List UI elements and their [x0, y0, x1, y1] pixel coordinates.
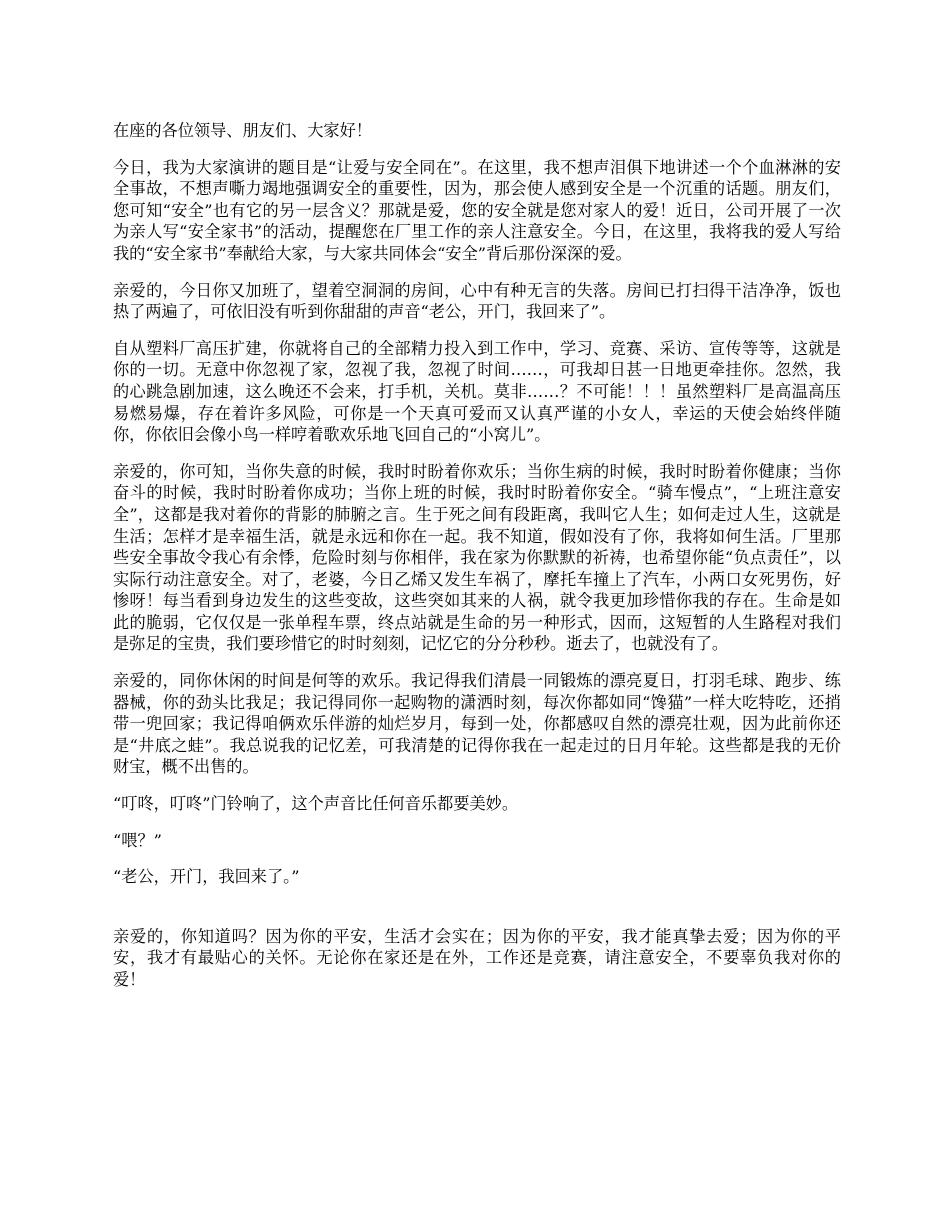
closing-paragraph: 亲爱的，你知道吗？因为你的平安，生活才会实在；因为你的平安，我才能真挚去爱；因为你的平安，我才有最贴心的关怀。无论你在家还是在外，工作还是竞赛，请注意安全，不要辜负我对你的爱！ — [113, 926, 841, 989]
body-paragraph: 亲爱的，你可知，当你失意的时候，我时时盼着你欢乐；当你生病的时候，我时时盼着你健康；当你奋斗的时候，我时时盼着你成功；当你上班的时候，我时时盼着你安全。“骑车慢点”，“上班注意安全”，这都是我对着你的背影的肺腑之言。生于死之间有段距离，我叫它人生；如何走过人生，这就是生活；怎样才是幸福生活，就是永远和你在一起。我不知道，假如没有了你，我将如何生活。厂里那些安全事故令我心有余悸，危险时刻与你相伴，我在家为你默默的祈祷，也希望你能“负点责任”，以实际行动注意安全。对了，老婆，今日乙烯又发生车祸了，摩托车撞上了汽车，小两口女死男伤，好惨呀！每当看到身边发生的这些变故，这些突如其来的人祸，就令我更加珍惜你我的存在。生命是如此的脆弱，它仅仅是一张单程车票，终点站就是生命的另一种形式，因而，这短暂的人生路程对我们是弥足的宝贵，我们要珍惜它的时时刻刻，记忆它的分分秒秒。逝去了，也就没有了。 — [113, 461, 841, 654]
body-paragraph: 亲爱的，今日你又加班了，望着空洞洞的房间，心中有种无言的失落。房间已打扫得干洁净净，饭也热了两遍了，可依旧没有听到你甜甜的声音“老公，开门，我回来了”。 — [113, 280, 841, 322]
document-body — [113, 120, 841, 1006]
body-paragraph: 亲爱的，同你休闲的时间是何等的欢乐。我记得我们清晨一同锻炼的漂亮夏日，打羽毛球、跑步、练器械，你的劲头比我足；我记得同你一起购物的潇洒时刻，每次你都如同“馋猫”一样大吃特吃，还捎带一兜回家；我记得咱俩欢乐伴游的灿烂岁月，每到一处，你都感叹自然的漂亮壮观，因为此前你还是“井底之蛙”。我总说我的记忆差，可我清楚的记得你我在一起走过的日月年轮。这些都是我的无价财宝，概不出售的。 — [113, 671, 841, 777]
greeting-paragraph: 在座的各位领导、朋友们、大家好！ — [113, 121, 372, 140]
intro-paragraph: 今日，我为大家演讲的题目是“让爱与安全同在”。在这里，我不想声泪俱下地讲述一个个血淋淋的安全事故，不想声嘶力竭地强调安全的重要性，因为，那会使人感到安全是一个沉重的话题。朋友们，您可知“安全”也有它的另一层含义？那就是爱，您的安全就是您对家人的爱！近日，公司开展了一次为亲人写“安全家书”的活动，提醒您在厂里工作的亲人注意安全。今日，在这里，我将我的爱人写给我的“安全家书”奉献给大家，与大家共同体会“安全”背后那份深深的爱。 — [113, 157, 841, 263]
doorbell-paragraph: “叮咚，叮咚”门铃响了，这个声音比任何音乐都要美妙。 — [113, 794, 519, 814]
blank-line — [113, 903, 841, 926]
body-paragraph: 自从塑料厂高压扩建，你就将自己的全部精力投入到工作中，学习、竞赛、采访、宣传等等，这就是你的一切。无意中你忽视了家，忽视了我，忽视了时间……，可我却日甚一日地更牵挂你。忽然，我的心跳急剧加速，这么晚还不会来，打手机，关机。莫非……？不可能！！！虽然塑料厂是高温高压易燃易爆，存在着许多风险，可你是一个天真可爱而又认真严谨的小女人，幸运的天使会始终伴随你，你依旧会像小鸟一样哼着歌欢乐地飞回自己的“小窝儿”。 — [113, 338, 841, 445]
dialogue-line: “喂？” — [113, 830, 162, 850]
dialogue-line: “老公，开门，我回来了。” — [113, 867, 300, 887]
